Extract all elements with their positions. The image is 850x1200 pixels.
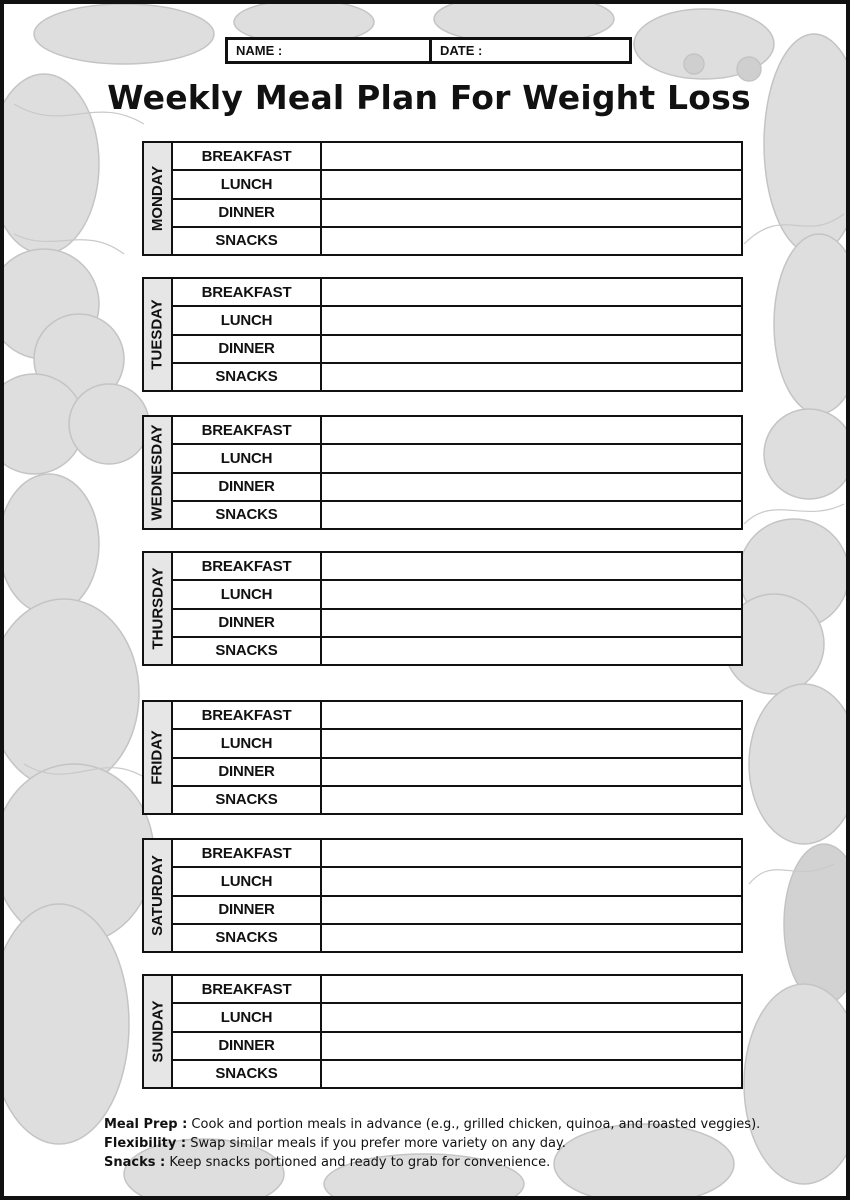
meal-label: LUNCH bbox=[173, 1004, 322, 1030]
meal-row-dinner bbox=[173, 610, 741, 638]
meal-entry-field[interactable] bbox=[322, 868, 741, 894]
meal-entry-field[interactable] bbox=[322, 897, 741, 923]
day-block-wednesday bbox=[142, 415, 743, 530]
meal-entry-field[interactable] bbox=[322, 364, 741, 390]
day-block-thursday bbox=[142, 551, 743, 666]
note-flexibility bbox=[104, 1134, 804, 1153]
meal-entry-field[interactable] bbox=[322, 730, 741, 756]
meal-entry-field[interactable] bbox=[322, 279, 741, 305]
meal-label: LUNCH bbox=[173, 445, 322, 471]
meal-rows bbox=[173, 279, 741, 390]
note-text: Cook and portion meals in advance (e.g., grilled chicken, quinoa, and roasted veggies). bbox=[187, 1117, 761, 1132]
note-key: Meal Prep : bbox=[104, 1117, 188, 1132]
day-label: SATURDAY bbox=[149, 855, 167, 936]
meal-entry-field[interactable] bbox=[322, 702, 741, 728]
meal-label: DINNER bbox=[173, 759, 322, 785]
meal-entry-field[interactable] bbox=[322, 143, 741, 169]
meal-row-breakfast bbox=[173, 553, 741, 581]
meal-rows bbox=[173, 417, 741, 528]
meal-label: DINNER bbox=[173, 897, 322, 923]
date-entry-area[interactable] bbox=[486, 40, 629, 61]
meal-label: LUNCH bbox=[173, 581, 322, 607]
meal-entry-field[interactable] bbox=[322, 1061, 741, 1087]
meal-row-lunch bbox=[173, 445, 741, 473]
meal-entry-field[interactable] bbox=[322, 417, 741, 443]
meal-row-snacks bbox=[173, 638, 741, 664]
meal-label: BREAKFAST bbox=[173, 143, 322, 169]
meal-entry-field[interactable] bbox=[322, 307, 741, 333]
meal-row-snacks bbox=[173, 787, 741, 813]
meal-label: BREAKFAST bbox=[173, 702, 322, 728]
meal-rows bbox=[173, 143, 741, 254]
meal-label: BREAKFAST bbox=[173, 976, 322, 1002]
meal-entry-field[interactable] bbox=[322, 200, 741, 226]
meal-entry-field[interactable] bbox=[322, 445, 741, 471]
meal-entry-field[interactable] bbox=[322, 638, 741, 664]
note-text: Swap similar meals if you prefer more variety on any day. bbox=[186, 1136, 566, 1151]
meal-row-breakfast bbox=[173, 702, 741, 730]
meal-label: BREAKFAST bbox=[173, 553, 322, 579]
meal-entry-field[interactable] bbox=[322, 976, 741, 1002]
meal-entry-field[interactable] bbox=[322, 171, 741, 197]
meal-label: BREAKFAST bbox=[173, 279, 322, 305]
day-label: WEDNESDAY bbox=[149, 424, 167, 521]
meal-row-snacks bbox=[173, 1061, 741, 1087]
meal-entry-field[interactable] bbox=[322, 610, 741, 636]
note-text: Keep snacks portioned and ready to grab for convenience. bbox=[165, 1155, 551, 1170]
meal-row-dinner bbox=[173, 200, 741, 228]
meal-row-lunch bbox=[173, 171, 741, 199]
meal-row-snacks bbox=[173, 925, 741, 951]
meal-entry-field[interactable] bbox=[322, 759, 741, 785]
meal-label: DINNER bbox=[173, 200, 322, 226]
meal-entry-field[interactable] bbox=[322, 925, 741, 951]
day-block-saturday bbox=[142, 838, 743, 953]
day-label-cell bbox=[144, 976, 173, 1087]
meal-row-dinner bbox=[173, 897, 741, 925]
day-label-cell bbox=[144, 840, 173, 951]
note-key: Snacks : bbox=[104, 1155, 166, 1170]
meal-label: DINNER bbox=[173, 1033, 322, 1059]
day-label-cell bbox=[144, 417, 173, 528]
date-field[interactable] bbox=[432, 40, 629, 61]
meal-rows bbox=[173, 976, 741, 1087]
day-label: THURSDAY bbox=[149, 567, 166, 650]
meal-row-lunch bbox=[173, 307, 741, 335]
meal-label: SNACKS bbox=[173, 502, 322, 528]
meal-entry-field[interactable] bbox=[322, 336, 741, 362]
meal-label: DINNER bbox=[173, 610, 322, 636]
meal-entry-field[interactable] bbox=[322, 228, 741, 254]
day-label-cell bbox=[144, 553, 173, 664]
meal-row-dinner bbox=[173, 474, 741, 502]
meal-row-breakfast bbox=[173, 143, 741, 171]
meal-rows bbox=[173, 553, 741, 664]
day-label-cell bbox=[144, 143, 173, 254]
name-field[interactable] bbox=[228, 40, 432, 61]
meal-row-snacks bbox=[173, 502, 741, 528]
meal-rows bbox=[173, 702, 741, 813]
meal-label: BREAKFAST bbox=[173, 417, 322, 443]
meal-rows bbox=[173, 840, 741, 951]
day-label: MONDAY bbox=[149, 165, 167, 232]
meal-row-lunch bbox=[173, 868, 741, 896]
meal-row-lunch bbox=[173, 730, 741, 758]
meal-entry-field[interactable] bbox=[322, 1033, 741, 1059]
meal-row-snacks bbox=[173, 364, 741, 390]
day-block-monday bbox=[142, 141, 743, 256]
meal-label: LUNCH bbox=[173, 730, 322, 756]
meal-row-dinner bbox=[173, 1033, 741, 1061]
name-label: NAME : bbox=[236, 43, 283, 58]
meal-label: SNACKS bbox=[173, 1061, 322, 1087]
meal-entry-field[interactable] bbox=[322, 1004, 741, 1030]
meal-label: LUNCH bbox=[173, 307, 322, 333]
meal-row-lunch bbox=[173, 1004, 741, 1032]
day-label: FRIDAY bbox=[149, 730, 166, 785]
meal-label: DINNER bbox=[173, 336, 322, 362]
meal-entry-field[interactable] bbox=[322, 581, 741, 607]
meal-row-breakfast bbox=[173, 840, 741, 868]
meal-entry-field[interactable] bbox=[322, 840, 741, 866]
meal-row-lunch bbox=[173, 581, 741, 609]
meal-label: BREAKFAST bbox=[173, 840, 322, 866]
meal-entry-field[interactable] bbox=[322, 553, 741, 579]
meal-row-dinner bbox=[173, 336, 741, 364]
meal-label: SNACKS bbox=[173, 228, 322, 254]
day-label: TUESDAY bbox=[149, 299, 166, 370]
meal-row-dinner bbox=[173, 759, 741, 787]
meal-label: LUNCH bbox=[173, 171, 322, 197]
day-label: SUNDAY bbox=[149, 1000, 166, 1063]
date-label: DATE : bbox=[440, 43, 483, 58]
meal-label: SNACKS bbox=[173, 364, 322, 390]
note-snacks bbox=[104, 1153, 804, 1172]
day-block-sunday bbox=[142, 974, 743, 1089]
meal-row-breakfast bbox=[173, 976, 741, 1004]
day-block-tuesday bbox=[142, 277, 743, 392]
meal-label: DINNER bbox=[173, 474, 322, 500]
tips-notes bbox=[104, 1115, 804, 1172]
page-title: Weekly Meal Plan For Weight Loss bbox=[107, 78, 751, 117]
meal-entry-field[interactable] bbox=[322, 787, 741, 813]
meal-entry-field[interactable] bbox=[322, 502, 741, 528]
meal-row-snacks bbox=[173, 228, 741, 254]
meal-label: LUNCH bbox=[173, 868, 322, 894]
meal-label: SNACKS bbox=[173, 925, 322, 951]
name-date-box bbox=[225, 37, 632, 64]
day-label-cell bbox=[144, 702, 173, 813]
meal-entry-field[interactable] bbox=[322, 474, 741, 500]
note-key: Flexibility : bbox=[104, 1136, 187, 1151]
meal-label: SNACKS bbox=[173, 638, 322, 664]
meal-row-breakfast bbox=[173, 279, 741, 307]
note-meal-prep bbox=[104, 1115, 804, 1134]
day-block-friday bbox=[142, 700, 743, 815]
day-label-cell bbox=[144, 279, 173, 390]
meal-label: SNACKS bbox=[173, 787, 322, 813]
name-entry-area[interactable] bbox=[286, 40, 429, 61]
meal-row-breakfast bbox=[173, 417, 741, 445]
